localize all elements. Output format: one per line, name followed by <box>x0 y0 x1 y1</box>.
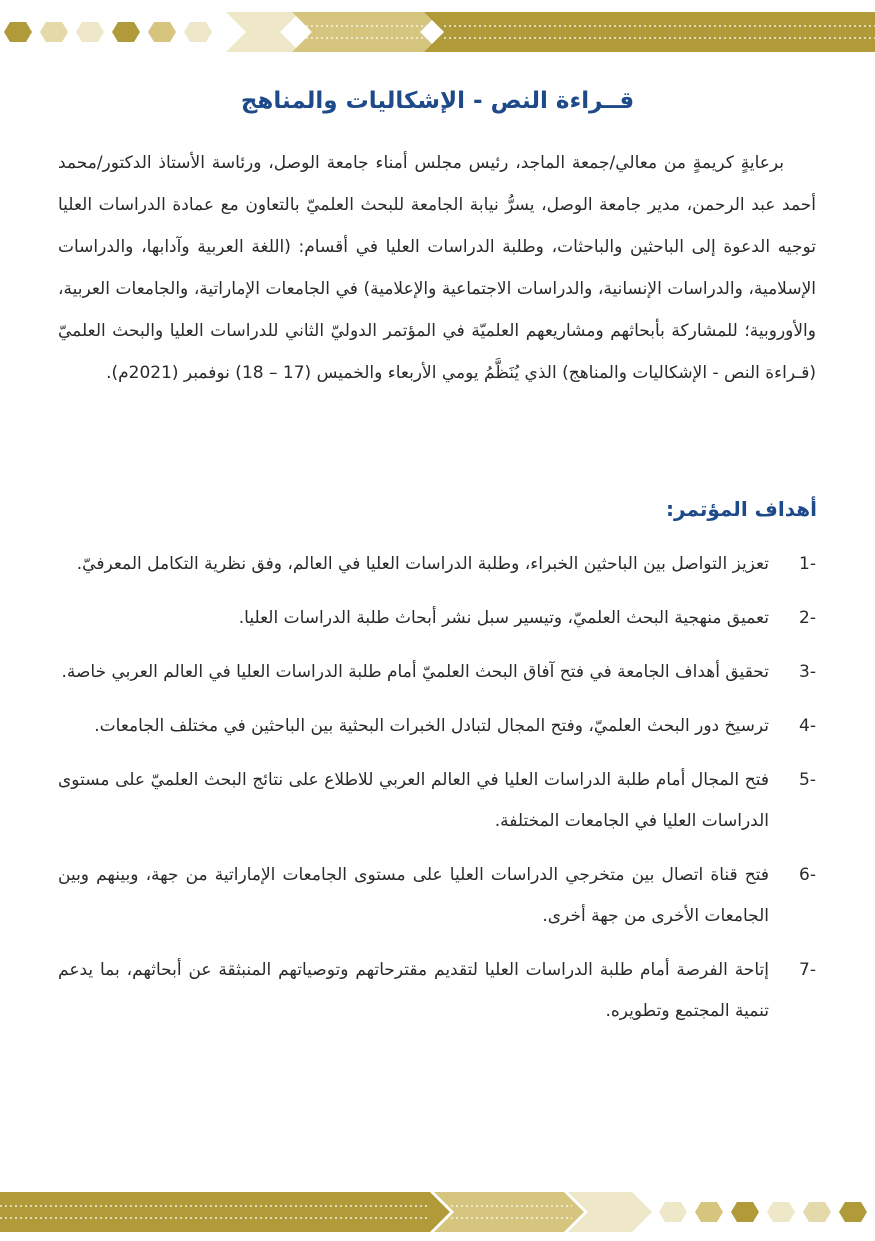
hexagon-ornament <box>76 22 104 42</box>
goal-item <box>58 706 816 747</box>
page-title: قــراءة النص - الإشكاليات والمناهج <box>240 88 635 114</box>
hexagon-ornament <box>112 22 140 42</box>
goal-text: فتح المجال أمام طلبة الدراسات العليا في العالم العربي للاطلاع على نتائج البحث العلميّ على مستوى الدراسات العليا في الجامعات المختلفة. <box>58 770 769 831</box>
goal-item <box>58 598 816 639</box>
chevron-band <box>424 12 875 52</box>
goal-number: -4 <box>799 716 816 736</box>
goal-text: تعزيز التواصل بين الباحثين الخبراء، وطلبة الدراسات العليا في العالم، وفق نظرية التكامل المعرفيّ. <box>76 554 769 574</box>
goal-text: تحقيق أهداف الجامعة في فتح آفاق البحث العلميّ أمام طلبة الدراسات العليا في العالم العربي خاصة. <box>61 662 769 682</box>
goal-number: -1 <box>799 554 816 574</box>
hexagon-ornament <box>839 1202 867 1222</box>
goal-item <box>58 544 816 585</box>
hexagon-ornament <box>731 1202 759 1222</box>
goal-item <box>58 652 816 693</box>
goal-number: -7 <box>799 960 816 980</box>
hexagon-ornament <box>803 1202 831 1222</box>
goal-number: -5 <box>799 770 816 790</box>
hexagon-ornament <box>659 1202 687 1222</box>
chevron-band <box>0 1192 450 1232</box>
goals-heading: أهداف المؤتمر: <box>666 497 817 521</box>
goal-text: ترسيخ دور البحث العلميّ، وفتح المجال لتبادل الخبرات البحثية بين الباحثين في مختلف الجامعات. <box>94 716 769 736</box>
goals-list <box>58 544 816 1045</box>
hexagon-ornament <box>767 1202 795 1222</box>
chevron-band <box>226 12 300 52</box>
hexagon-ornament <box>695 1202 723 1222</box>
goal-text: تعميق منهجية البحث العلميّ، وتيسير سبل نشر أبحاث طلبة الدراسات العليا. <box>238 608 769 628</box>
goal-number: -6 <box>799 865 816 885</box>
hexagon-ornament <box>40 22 68 42</box>
hexagon-ornament <box>184 22 212 42</box>
intro-paragraph: برعايةٍ كريمةٍ من معالي/جمعة الماجد، رئيس مجلس أمناء جامعة الوصل، ورئاسة الأستاذ الدكتور/محمد أحمد عبد الرحمن، مدير جامعة الوصل، يسرُّ نيابة الجامعة للبحث العلميّ بالتعاون مع عمادة الدراسات العليا توجيه الدعوة إلى الباحثين والباحثات، وطلبة الدراسات العليا في أقسام: (اللغة العربية وآدابها، والدراسات الإسلامية، والدراسات الإنسانية، والدراسات الاجتماعية والإعلامية) في الجامعات الإماراتية، والجامعات العربية، والأوروبية؛ للمشاركة بأبحاثهم ومشاريعهم العلميّة في المؤتمر الدوليّ الثاني للدراسات العليا والبحث العلميّ (قـراءة النص - الإشكاليات والمناهج) الذي يُنَظَّمُ يومي الأربعاء والخميس (17 – 18) نوفمبر (2021م). <box>58 153 816 383</box>
hexagon-ornament <box>4 22 32 42</box>
goal-item <box>58 760 816 842</box>
goal-text: فتح قناة اتصال بين متخرجي الدراسات العليا على مستوى الجامعات الإماراتية من جهة، وبينهم وبين الجامعات الأخرى من جهة أخرى. <box>58 865 769 926</box>
goal-item <box>58 855 816 937</box>
chevron-band <box>434 1192 584 1232</box>
goal-number: -3 <box>799 662 816 682</box>
chevron-band <box>292 12 440 52</box>
footer-ornament <box>0 1190 875 1234</box>
goal-text: إتاحة الفرصة أمام طلبة الدراسات العليا لتقديم مقترحاتهم وتوصياتهم المنبثقة عن أبحاثهم، بما يدعم تنمية المجتمع وتطويره. <box>58 960 769 1021</box>
header-ornament <box>0 10 875 54</box>
goal-number: -2 <box>799 608 816 628</box>
hexagon-ornament <box>148 22 176 42</box>
goal-item <box>58 950 816 1032</box>
